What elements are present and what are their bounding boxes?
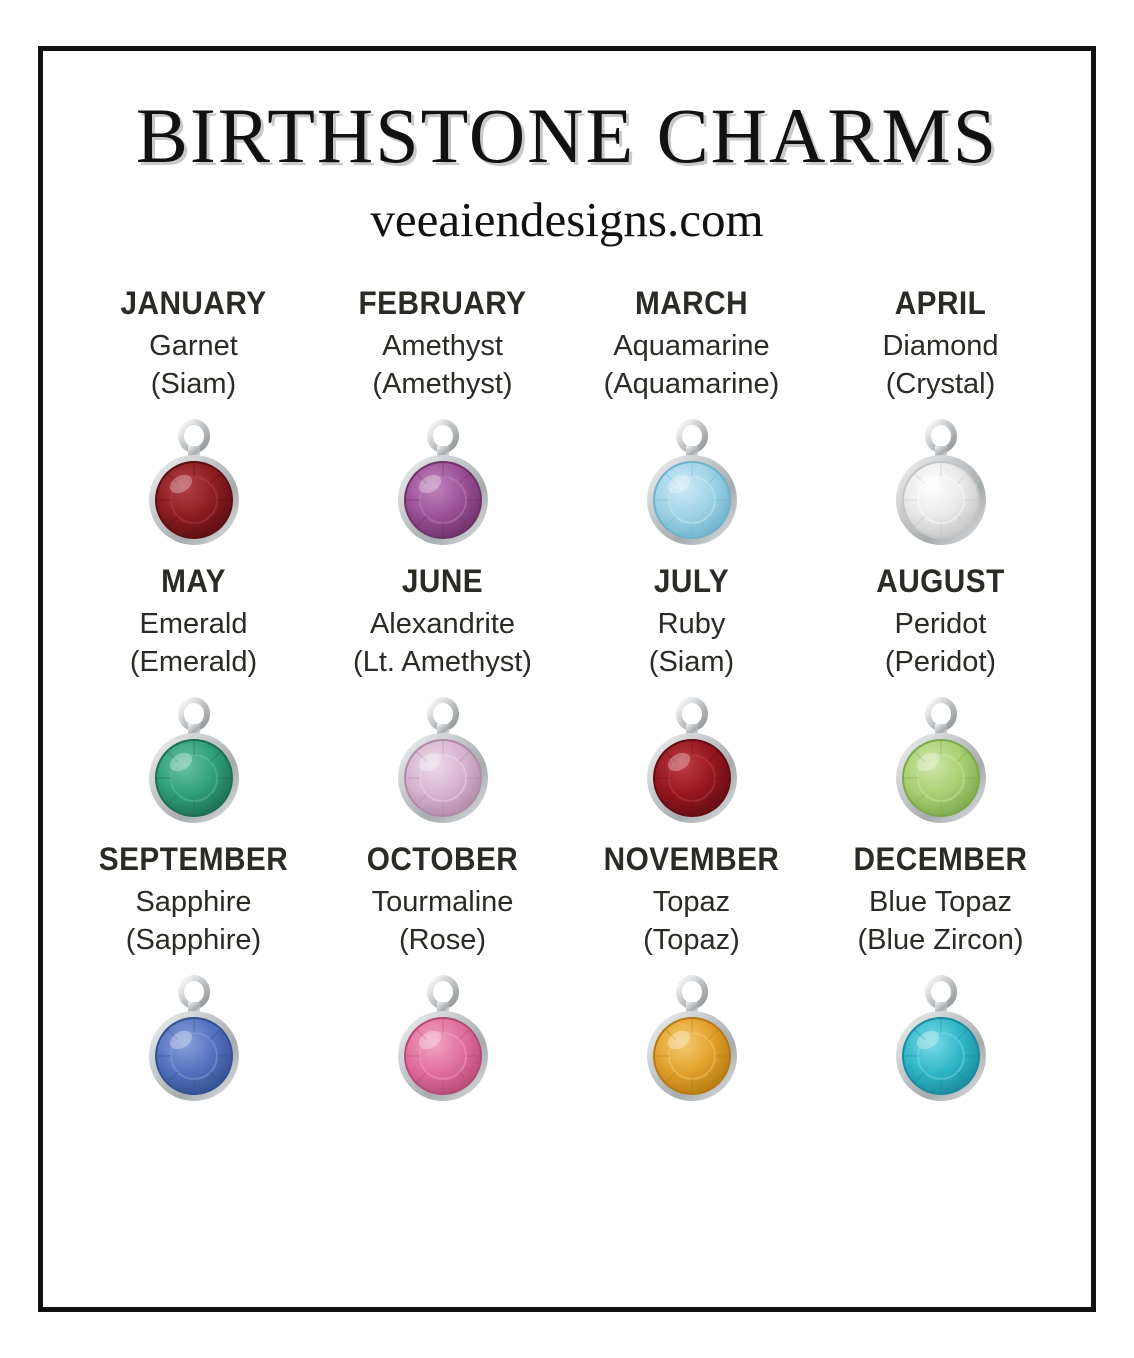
stone-name: Ruby bbox=[657, 608, 726, 641]
charm-image-wrap bbox=[818, 696, 1063, 836]
month-label: OCTOBER bbox=[366, 840, 519, 877]
month-label: AUGUST bbox=[876, 562, 1005, 599]
crystal-color-name: (Sapphire) bbox=[125, 924, 262, 957]
birthstone-charm-icon bbox=[387, 696, 499, 828]
crystal-color-name: (Aquamarine) bbox=[603, 368, 780, 401]
crystal-color-name: (Emerald) bbox=[129, 646, 258, 679]
poster-frame bbox=[38, 46, 1096, 1312]
birthstone-charm-icon bbox=[138, 696, 250, 828]
charm-image-wrap bbox=[320, 418, 565, 558]
birthstone-cell bbox=[816, 842, 1065, 1114]
charm-image-wrap bbox=[569, 974, 814, 1114]
crystal-color-name: (Lt. Amethyst) bbox=[353, 646, 532, 679]
birthstone-cell bbox=[567, 286, 816, 558]
stone-name: Tourmaline bbox=[371, 886, 514, 919]
stone-name: Aquamarine bbox=[613, 330, 770, 363]
birthstone-charm-icon bbox=[636, 974, 748, 1106]
stone-name: Diamond bbox=[882, 330, 999, 363]
birthstone-cell bbox=[69, 564, 318, 836]
birthstone-cell bbox=[567, 842, 816, 1114]
month-label: JANUARY bbox=[120, 284, 267, 321]
birthstone-charm-icon bbox=[885, 696, 997, 828]
birthstone-charm-icon bbox=[138, 974, 250, 1106]
birthstone-charm-icon bbox=[885, 974, 997, 1106]
month-label: DECEMBER bbox=[853, 840, 1028, 877]
month-label: JULY bbox=[653, 562, 730, 599]
month-label: MAY bbox=[161, 562, 226, 599]
birthstone-charm-icon bbox=[885, 418, 997, 550]
charm-image-wrap bbox=[569, 418, 814, 558]
charm-image-wrap bbox=[71, 696, 316, 836]
crystal-color-name: (Blue Zircon) bbox=[857, 924, 1024, 957]
charm-image-wrap bbox=[818, 418, 1063, 558]
crystal-color-name: (Siam) bbox=[150, 368, 237, 401]
month-label: MARCH bbox=[634, 284, 749, 321]
stone-name: Sapphire bbox=[135, 886, 252, 919]
birthstone-cell bbox=[567, 564, 816, 836]
birthstone-grid bbox=[69, 286, 1065, 1114]
crystal-color-name: (Crystal) bbox=[885, 368, 996, 401]
birthstone-charm-icon bbox=[636, 696, 748, 828]
charm-image-wrap bbox=[569, 696, 814, 836]
crystal-color-name: (Topaz) bbox=[643, 924, 740, 957]
stone-name: Emerald bbox=[139, 608, 248, 641]
charm-image-wrap bbox=[320, 974, 565, 1114]
stone-name: Garnet bbox=[149, 330, 238, 363]
crystal-color-name: (Amethyst) bbox=[372, 368, 513, 401]
birthstone-charm-icon bbox=[387, 974, 499, 1106]
month-label: NOVEMBER bbox=[603, 840, 780, 877]
crystal-color-name: (Siam) bbox=[648, 646, 735, 679]
birthstone-cell bbox=[318, 286, 567, 558]
crystal-color-name: (Rose) bbox=[398, 924, 486, 957]
month-label: FEBRUARY bbox=[358, 284, 527, 321]
website-url: veeaiendesigns.com bbox=[370, 191, 764, 247]
stone-name: Topaz bbox=[652, 886, 731, 919]
birthstone-charm-icon bbox=[636, 418, 748, 550]
crystal-color-name: (Peridot) bbox=[884, 646, 997, 679]
charm-image-wrap bbox=[71, 974, 316, 1114]
page-title: BIRTHSTONE CHARMS bbox=[135, 92, 999, 179]
month-label: JUNE bbox=[401, 562, 484, 599]
birthstone-charm-icon bbox=[138, 418, 250, 550]
stone-name: Alexandrite bbox=[369, 608, 516, 641]
birthstone-cell bbox=[816, 286, 1065, 558]
month-label: SEPTEMBER bbox=[98, 840, 289, 877]
charm-image-wrap bbox=[818, 974, 1063, 1114]
stone-name: Peridot bbox=[894, 608, 987, 641]
birthstone-cell bbox=[318, 842, 567, 1114]
month-label: APRIL bbox=[894, 284, 987, 321]
stone-name: Amethyst bbox=[382, 330, 503, 363]
birthstone-charm-icon bbox=[387, 418, 499, 550]
birthstone-cell bbox=[318, 564, 567, 836]
stone-name: Blue Topaz bbox=[869, 886, 1012, 919]
birthstone-cell bbox=[69, 286, 318, 558]
birthstone-cell bbox=[816, 564, 1065, 836]
birthstone-cell bbox=[69, 842, 318, 1114]
charm-image-wrap bbox=[71, 418, 316, 558]
charm-image-wrap bbox=[320, 696, 565, 836]
